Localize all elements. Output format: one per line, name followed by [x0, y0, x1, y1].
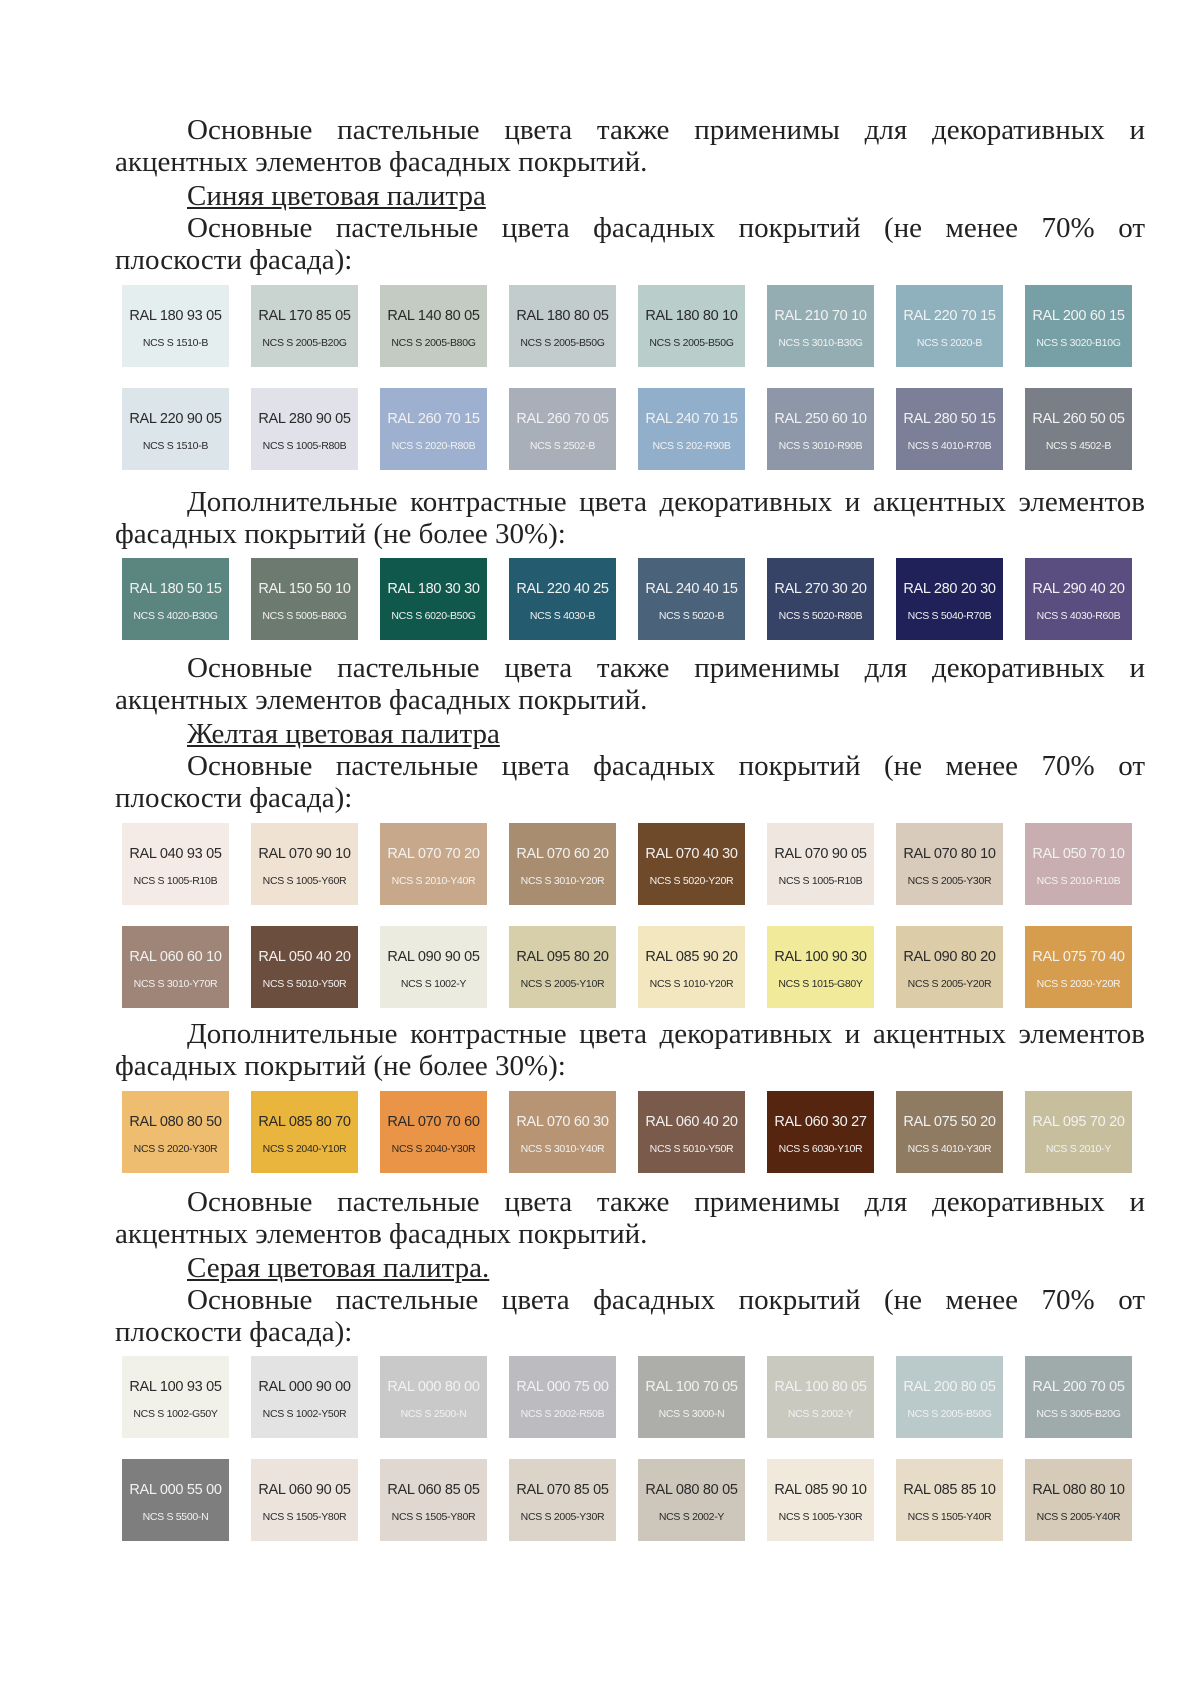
yellow-main-paragraph: Основные пастельные цвета фасадных покрытий (не менее 70% от плоскости фасада): — [115, 750, 1145, 814]
color-swatch — [380, 1356, 487, 1438]
swatch-ral-code: RAL 260 50 05 — [1032, 411, 1125, 427]
swatch-ncs-code: NCS S 5020-Y20R — [649, 875, 734, 887]
gray-palette-heading: Серая цветовая палитра. — [187, 1252, 490, 1284]
swatch-ral-code: RAL 280 90 05 — [258, 411, 351, 427]
color-swatch — [638, 388, 745, 470]
blue-note-paragraph: Основные пастельные цвета также применимы для декоративных и акцентных элементов фасадных покрытий. — [115, 652, 1145, 716]
color-swatch — [638, 1356, 745, 1438]
color-swatch — [767, 823, 874, 905]
color-swatch — [251, 1091, 358, 1173]
swatch-ral-code: RAL 060 90 05 — [258, 1482, 351, 1498]
swatch-ral-code: RAL 260 70 15 — [387, 411, 480, 427]
swatch-ncs-code: NCS S 1002-Y50R — [262, 1408, 347, 1420]
yellow-main-swatch-row-2 — [0, 926, 1200, 1008]
yellow-contrast-swatch-row — [0, 1091, 1200, 1173]
swatch-ncs-code: NCS S 3010-Y70R — [133, 978, 218, 990]
swatch-ral-code: RAL 000 55 00 — [129, 1482, 222, 1498]
blue-main-swatch-row-2 — [0, 388, 1200, 470]
swatch-ral-code: RAL 070 90 05 — [774, 846, 867, 862]
swatch-ral-code: RAL 070 60 30 — [516, 1114, 609, 1130]
color-swatch — [896, 1356, 1003, 1438]
swatch-ral-code: RAL 180 93 05 — [129, 308, 222, 324]
swatch-ncs-code: NCS S 5010-Y50R — [649, 1143, 734, 1155]
color-swatch — [509, 823, 616, 905]
color-swatch — [1025, 285, 1132, 367]
yellow-main-swatch-row-1 — [0, 823, 1200, 905]
swatch-ncs-code: NCS S 2500-N — [400, 1408, 467, 1420]
blue-main-swatch-row-1 — [0, 285, 1200, 367]
swatch-ncs-code: NCS S 3010-R90B — [778, 440, 863, 452]
swatch-ral-code: RAL 085 90 10 — [774, 1482, 867, 1498]
color-swatch — [122, 823, 229, 905]
swatch-ral-code: RAL 150 50 10 — [258, 581, 351, 597]
swatch-ncs-code: NCS S 5020-R80B — [778, 610, 863, 622]
color-swatch — [896, 388, 1003, 470]
swatch-ral-code: RAL 220 40 25 — [516, 581, 609, 597]
swatch-ral-code: RAL 000 80 00 — [387, 1379, 480, 1395]
color-swatch — [638, 823, 745, 905]
swatch-ncs-code: NCS S 5010-Y50R — [262, 978, 347, 990]
swatch-ncs-code: NCS S 1505-Y80R — [391, 1511, 476, 1523]
color-swatch — [509, 285, 616, 367]
swatch-ral-code: RAL 280 50 15 — [903, 411, 996, 427]
swatch-ral-code: RAL 180 80 05 — [516, 308, 609, 324]
swatch-ncs-code: NCS S 2020-B — [916, 337, 983, 349]
color-swatch — [122, 388, 229, 470]
color-swatch — [1025, 388, 1132, 470]
swatch-ral-code: RAL 070 90 10 — [258, 846, 351, 862]
swatch-ncs-code: NCS S 1002-Y — [400, 978, 467, 990]
swatch-ncs-code: NCS S 2010-Y40R — [391, 875, 476, 887]
color-swatch — [509, 926, 616, 1008]
swatch-ral-code: RAL 180 50 15 — [129, 581, 222, 597]
swatch-ral-code: RAL 075 70 40 — [1032, 949, 1125, 965]
swatch-ral-code: RAL 060 40 20 — [645, 1114, 738, 1130]
color-swatch — [122, 285, 229, 367]
swatch-ral-code: RAL 085 90 20 — [645, 949, 738, 965]
swatch-ral-code: RAL 095 80 20 — [516, 949, 609, 965]
swatch-ral-code: RAL 240 70 15 — [645, 411, 738, 427]
swatch-ncs-code: NCS S 4030-B — [529, 610, 596, 622]
color-swatch — [767, 1356, 874, 1438]
blue-palette-heading: Синяя цветовая палитра — [187, 180, 486, 212]
color-swatch — [380, 285, 487, 367]
swatch-ncs-code: NCS S 2002-R50B — [520, 1408, 605, 1420]
swatch-ncs-code: NCS S 2005-B50G — [649, 337, 734, 349]
swatch-ral-code: RAL 060 85 05 — [387, 1482, 480, 1498]
swatch-ncs-code: NCS S 1015-G80Y — [778, 978, 863, 990]
color-swatch — [767, 285, 874, 367]
swatch-ncs-code: NCS S 1505-Y40R — [907, 1511, 992, 1523]
swatch-ncs-code: NCS S 1005-R10B — [778, 875, 863, 887]
swatch-ncs-code: NCS S 3005-B20G — [1036, 1408, 1121, 1420]
swatch-ral-code: RAL 090 80 20 — [903, 949, 996, 965]
swatch-ral-code: RAL 100 90 30 — [774, 949, 867, 965]
swatch-ncs-code: NCS S 2005-B50G — [907, 1408, 992, 1420]
color-swatch — [1025, 1459, 1132, 1541]
swatch-ral-code: RAL 280 20 30 — [903, 581, 996, 597]
swatch-ral-code: RAL 200 80 05 — [903, 1379, 996, 1395]
swatch-ncs-code: NCS S 1010-Y20R — [649, 978, 734, 990]
color-swatch — [380, 926, 487, 1008]
swatch-ncs-code: NCS S 3010-B30G — [778, 337, 863, 349]
swatch-ral-code: RAL 200 60 15 — [1032, 308, 1125, 324]
swatch-ral-code: RAL 080 80 50 — [129, 1114, 222, 1130]
color-swatch — [767, 1459, 874, 1541]
swatch-ral-code: RAL 080 80 10 — [1032, 1482, 1125, 1498]
gray-main-paragraph: Основные пастельные цвета фасадных покрытий (не менее 70% от плоскости фасада): — [115, 1284, 1145, 1348]
color-swatch — [638, 1091, 745, 1173]
swatch-ral-code: RAL 050 40 20 — [258, 949, 351, 965]
swatch-ral-code: RAL 050 70 10 — [1032, 846, 1125, 862]
swatch-ncs-code: NCS S 3010-Y20R — [520, 875, 605, 887]
swatch-ncs-code: NCS S 2005-B80G — [391, 337, 476, 349]
swatch-ral-code: RAL 250 60 10 — [774, 411, 867, 427]
swatch-ral-code: RAL 070 80 10 — [903, 846, 996, 862]
swatch-ncs-code: NCS S 3020-B10G — [1036, 337, 1121, 349]
swatch-ncs-code: NCS S 1002-G50Y — [133, 1408, 218, 1420]
swatch-ncs-code: NCS S 2040-Y30R — [391, 1143, 476, 1155]
color-swatch — [509, 558, 616, 640]
color-swatch — [896, 1091, 1003, 1173]
swatch-ral-code: RAL 140 80 05 — [387, 308, 480, 324]
blue-contrast-swatch-row — [0, 558, 1200, 640]
color-swatch — [380, 1459, 487, 1541]
swatch-ral-code: RAL 240 40 15 — [645, 581, 738, 597]
swatch-ncs-code: NCS S 2005-Y10R — [520, 978, 605, 990]
blue-main-paragraph: Основные пастельные цвета фасадных покрытий (не менее 70% от плоскости фасада): — [115, 212, 1145, 276]
swatch-ncs-code: NCS S 4010-R70B — [907, 440, 992, 452]
swatch-ral-code: RAL 000 75 00 — [516, 1379, 609, 1395]
color-swatch — [896, 926, 1003, 1008]
swatch-ncs-code: NCS S 1505-Y80R — [262, 1511, 347, 1523]
color-swatch — [509, 388, 616, 470]
swatch-ncs-code: NCS S 1510-B — [142, 440, 209, 452]
swatch-ral-code: RAL 070 70 60 — [387, 1114, 480, 1130]
color-swatch — [767, 1091, 874, 1173]
swatch-ral-code: RAL 100 70 05 — [645, 1379, 738, 1395]
color-swatch — [896, 823, 1003, 905]
intro-paragraph: Основные пастельные цвета также применимы для декоративных и акцентных элементов фасадных покрытий. — [115, 114, 1145, 178]
color-swatch — [509, 1459, 616, 1541]
swatch-ncs-code: NCS S 4030-R60B — [1036, 610, 1121, 622]
color-swatch — [380, 558, 487, 640]
swatch-ncs-code: NCS S 1005-R10B — [133, 875, 218, 887]
swatch-ncs-code: NCS S 2020-Y30R — [133, 1143, 218, 1155]
yellow-contrast-paragraph: Дополнительные контрастные цвета декоративных и акцентных элементов фасадных покрытий (не более 30%): — [115, 1018, 1145, 1082]
yellow-note-paragraph: Основные пастельные цвета также применимы для декоративных и акцентных элементов фасадных покрытий. — [115, 1186, 1145, 1250]
swatch-ral-code: RAL 200 70 05 — [1032, 1379, 1125, 1395]
swatch-ncs-code: NCS S 1005-R80B — [262, 440, 347, 452]
swatch-ral-code: RAL 085 80 70 — [258, 1114, 351, 1130]
swatch-ncs-code: NCS S 2005-B20G — [262, 337, 347, 349]
swatch-ral-code: RAL 085 85 10 — [903, 1482, 996, 1498]
swatch-ncs-code: NCS S 202-R90B — [652, 440, 731, 452]
color-swatch — [767, 926, 874, 1008]
blue-contrast-paragraph: Дополнительные контрастные цвета декоративных и акцентных элементов фасадных покрытий (не более 30%): — [115, 486, 1145, 550]
swatch-ncs-code: NCS S 6020-B50G — [391, 610, 476, 622]
color-swatch — [122, 926, 229, 1008]
swatch-ncs-code: NCS S 3000-N — [658, 1408, 725, 1420]
swatch-ral-code: RAL 270 30 20 — [774, 581, 867, 597]
color-swatch — [638, 1459, 745, 1541]
swatch-ral-code: RAL 060 30 27 — [774, 1114, 867, 1130]
swatch-ncs-code: NCS S 5500-N — [142, 1511, 209, 1523]
color-swatch — [767, 558, 874, 640]
swatch-ral-code: RAL 090 90 05 — [387, 949, 480, 965]
swatch-ncs-code: NCS S 1005-Y60R — [262, 875, 347, 887]
swatch-ncs-code: NCS S 2002-Y — [787, 1408, 854, 1420]
color-swatch — [1025, 823, 1132, 905]
color-swatch — [896, 558, 1003, 640]
color-swatch — [509, 1091, 616, 1173]
swatch-ral-code: RAL 070 40 30 — [645, 846, 738, 862]
swatch-ncs-code: NCS S 4010-Y30R — [907, 1143, 992, 1155]
color-swatch — [1025, 1356, 1132, 1438]
swatch-ncs-code: NCS S 1510-B — [142, 337, 209, 349]
swatch-ral-code: RAL 220 90 05 — [129, 411, 222, 427]
swatch-ncs-code: NCS S 6030-Y10R — [778, 1143, 863, 1155]
swatch-ral-code: RAL 220 70 15 — [903, 308, 996, 324]
color-swatch — [251, 1356, 358, 1438]
swatch-ral-code: RAL 070 85 05 — [516, 1482, 609, 1498]
swatch-ral-code: RAL 100 93 05 — [129, 1379, 222, 1395]
color-swatch — [896, 1459, 1003, 1541]
swatch-ral-code: RAL 260 70 05 — [516, 411, 609, 427]
gray-main-swatch-row-2 — [0, 1459, 1200, 1541]
color-swatch — [122, 1459, 229, 1541]
color-swatch — [251, 823, 358, 905]
color-swatch — [122, 558, 229, 640]
swatch-ral-code: RAL 180 80 10 — [645, 308, 738, 324]
color-swatch — [509, 1356, 616, 1438]
color-swatch — [1025, 558, 1132, 640]
color-swatch — [380, 388, 487, 470]
swatch-ncs-code: NCS S 2005-B50G — [520, 337, 605, 349]
color-swatch — [380, 1091, 487, 1173]
color-swatch — [1025, 926, 1132, 1008]
color-swatch — [638, 558, 745, 640]
color-swatch — [251, 285, 358, 367]
swatch-ncs-code: NCS S 4502-B — [1045, 440, 1112, 452]
color-swatch — [638, 285, 745, 367]
swatch-ncs-code: NCS S 2002-Y — [658, 1511, 725, 1523]
swatch-ncs-code: NCS S 2010-Y — [1045, 1143, 1112, 1155]
swatch-ral-code: RAL 080 80 05 — [645, 1482, 738, 1498]
swatch-ral-code: RAL 180 30 30 — [387, 581, 480, 597]
color-swatch — [251, 558, 358, 640]
swatch-ral-code: RAL 095 70 20 — [1032, 1114, 1125, 1130]
swatch-ncs-code: NCS S 1005-Y30R — [778, 1511, 863, 1523]
swatch-ral-code: RAL 000 90 00 — [258, 1379, 351, 1395]
yellow-palette-heading: Желтая цветовая палитра — [187, 718, 500, 750]
swatch-ral-code: RAL 070 60 20 — [516, 846, 609, 862]
swatch-ncs-code: NCS S 2005-Y20R — [907, 978, 992, 990]
swatch-ncs-code: NCS S 2020-R80B — [391, 440, 476, 452]
swatch-ncs-code: NCS S 5020-B — [658, 610, 725, 622]
color-swatch — [638, 926, 745, 1008]
swatch-ral-code: RAL 210 70 10 — [774, 308, 867, 324]
swatch-ral-code: RAL 290 40 20 — [1032, 581, 1125, 597]
swatch-ncs-code: NCS S 4020-B30G — [133, 610, 218, 622]
color-swatch — [122, 1356, 229, 1438]
swatch-ral-code: RAL 100 80 05 — [774, 1379, 867, 1395]
swatch-ncs-code: NCS S 2010-R10B — [1036, 875, 1121, 887]
color-swatch — [1025, 1091, 1132, 1173]
swatch-ral-code: RAL 170 85 05 — [258, 308, 351, 324]
swatch-ncs-code: NCS S 5040-R70B — [907, 610, 992, 622]
color-swatch — [251, 926, 358, 1008]
color-swatch — [896, 285, 1003, 367]
swatch-ncs-code: NCS S 3010-Y40R — [520, 1143, 605, 1155]
color-swatch — [380, 823, 487, 905]
gray-main-swatch-row-1 — [0, 1356, 1200, 1438]
color-swatch — [122, 1091, 229, 1173]
swatch-ral-code: RAL 060 60 10 — [129, 949, 222, 965]
swatch-ncs-code: NCS S 2005-Y30R — [520, 1511, 605, 1523]
swatch-ncs-code: NCS S 2030-Y20R — [1036, 978, 1121, 990]
swatch-ncs-code: NCS S 2502-B — [529, 440, 596, 452]
color-swatch — [767, 388, 874, 470]
swatch-ral-code: RAL 040 93 05 — [129, 846, 222, 862]
swatch-ncs-code: NCS S 2005-Y30R — [907, 875, 992, 887]
swatch-ral-code: RAL 070 70 20 — [387, 846, 480, 862]
color-swatch — [251, 1459, 358, 1541]
swatch-ncs-code: NCS S 5005-B80G — [262, 610, 347, 622]
color-swatch — [251, 388, 358, 470]
swatch-ncs-code: NCS S 2005-Y40R — [1036, 1511, 1121, 1523]
swatch-ncs-code: NCS S 2040-Y10R — [262, 1143, 347, 1155]
swatch-ral-code: RAL 075 50 20 — [903, 1114, 996, 1130]
